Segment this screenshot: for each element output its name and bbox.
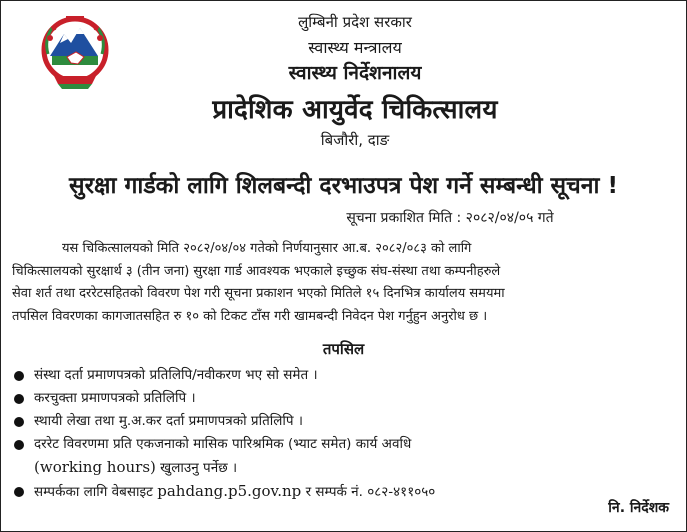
requirements-list (12, 364, 672, 504)
list-item-text: दररेट विवरणमा प्रति एकजनाको मासिक पारिश्रमिक (भ्याट समेत) कार्य अवधि (34, 436, 412, 452)
notice-title: सुरक्षा गार्डको लागि शिलबन्दी दरभाउपत्र पेश गर्ने सम्बन्धी सूचना ! (69, 173, 618, 199)
bullet-icon (14, 487, 24, 497)
ministry-name: स्वास्थ्य मन्त्रालय (308, 38, 402, 57)
list-item (12, 387, 672, 410)
hospital-location: बिजौरी, दाङ (320, 131, 390, 149)
bullet-icon (14, 371, 24, 381)
list-item (12, 433, 672, 480)
government-name: लुम्बिनी प्रदेश सरकार (298, 13, 412, 31)
list-item-text: संस्था दर्ता प्रमाणपत्रको प्रतिलिपि/नवीकरण भए सो समेत । (34, 367, 318, 383)
signatory: नि. निर्देशक (608, 500, 669, 516)
bullet-icon (14, 440, 24, 450)
website-link[interactable]: pahdang.p5.gov.np (157, 482, 302, 500)
list-item-text: करचुक्ता प्रमाणपत्रको प्रतिलिपि । (34, 390, 196, 406)
published-date: सूचना प्रकाशित मिति : २०८२/०४/०५ गते (346, 210, 554, 226)
bullet-icon (14, 417, 24, 427)
hospital-name: प्रादेशिक आयुर्वेद चिकित्सालय (212, 95, 498, 125)
body-line: चिकित्सालयको सुरक्षार्थ ३ (तीन जना) सुरक्षा गार्ड आवश्यक भएकाले इच्छुक संघ-संस्था तथा कम्पनीहरुले (12, 263, 501, 279)
bullet-icon (14, 394, 24, 404)
body-line: तपसिल विवरणका कागजातसहित रु १० को टिकट टाँस गरी खामबन्दी निवेदन पेश गर्नुहुन अनुरोध छ । (12, 308, 488, 324)
list-item (12, 364, 672, 387)
contact-number: र सम्पर्क नं. ०८२-४११०५० (301, 484, 436, 500)
directorate-name: स्वास्थ्य निर्देशनालय (288, 62, 422, 84)
nepal-emblem-icon (38, 10, 112, 92)
notice-body (12, 238, 672, 328)
list-heading: तपसिल (322, 340, 365, 358)
list-item-text: सम्पर्कका लागि वेबसाइट (34, 484, 158, 500)
list-item (12, 410, 672, 433)
list-item (12, 480, 672, 504)
list-item-text: खुलाउनु पर्नेछ । (155, 460, 238, 476)
list-item-text: स्थायी लेखा तथा मु.अ.कर दर्ता प्रमाणपत्रको प्रतिलिपि । (34, 413, 303, 429)
body-line: सेवा शर्त तथा दररेटसहितको विवरण पेश गरी सूचना प्रकाशन भएको मितिले १५ दिनभित्र कार्यालय समयमा (12, 286, 505, 301)
working-hours-text: (working hours) (34, 458, 156, 476)
body-line: यस चिकित्सालयको मिति २०८२/०४/०४ गतेको निर्णयानुसार आ.ब. २०८२/०८३ को लागि (62, 241, 472, 256)
